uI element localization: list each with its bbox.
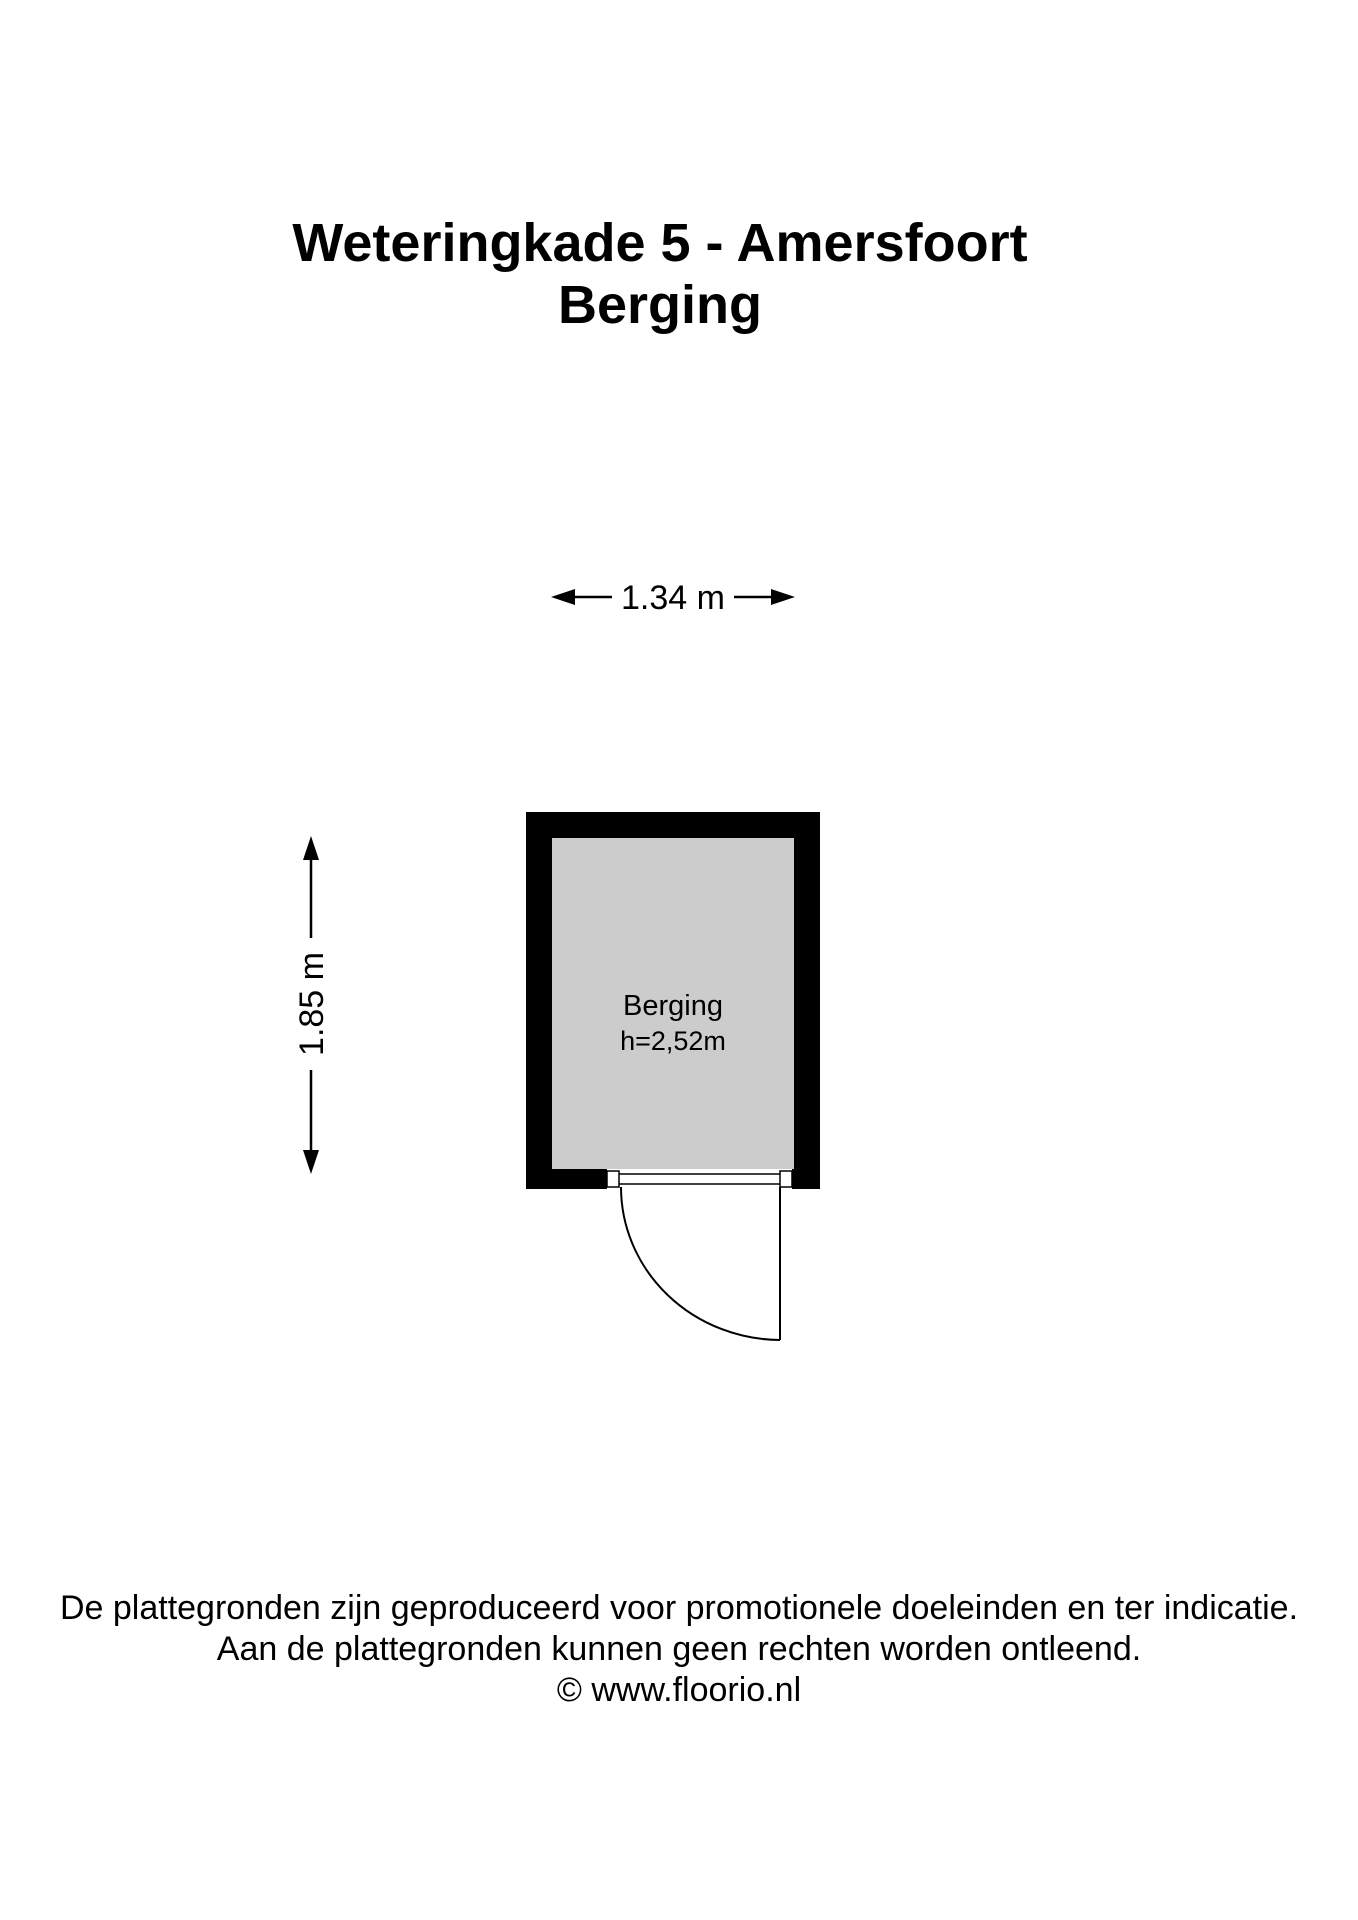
copyright-text: © www.floorio.nl <box>556 1671 802 1709</box>
depth-label: 1.85 m <box>293 952 331 1056</box>
page-title: Weteringkade 5 - Amersfoort <box>292 213 1028 273</box>
depth-arrow-top-head <box>303 836 319 860</box>
door-opening <box>607 1169 792 1189</box>
width-arrow-right-head <box>771 589 795 605</box>
disclaimer-line-1: De plattegronden zijn geproduceerd voor promotionele doeleinden en ter indicatie. <box>59 1589 1299 1627</box>
width-label: 1.34 m <box>621 579 725 617</box>
width-arrow-left-head <box>551 589 575 605</box>
door-swing-arc <box>621 1187 780 1340</box>
room-name: Berging <box>623 990 723 1022</box>
disclaimer <box>0 1588 1358 1711</box>
depth-arrow-bottom-head <box>303 1150 319 1174</box>
depth-dimension <box>293 836 331 1174</box>
width-dimension <box>551 579 795 617</box>
door <box>607 1169 792 1340</box>
disclaimer-line-2: Aan de plattegronden kunnen geen rechten worden ontleend. <box>216 1630 1142 1668</box>
room-height: h=2,52m <box>620 1026 726 1056</box>
page-subtitle: Berging <box>557 275 762 335</box>
door-jamb-left <box>607 1171 619 1187</box>
door-jamb-right <box>780 1171 792 1187</box>
